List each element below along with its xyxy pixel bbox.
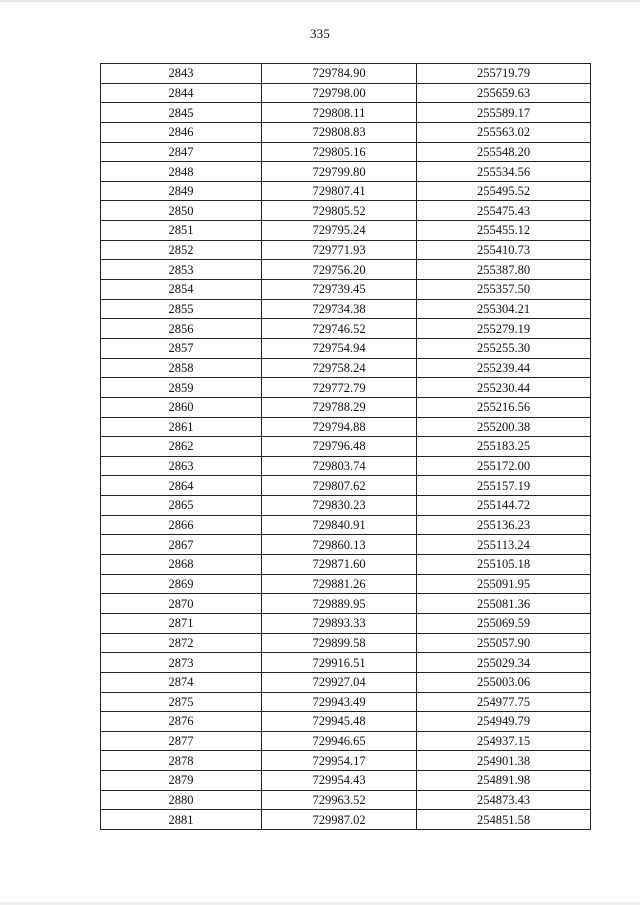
page-number: 335 [309,26,331,41]
point-number-cell: 2871 [101,613,262,633]
point-number-cell: 2874 [101,672,262,692]
y-coordinate-cell: 255534.56 [417,162,591,182]
y-coordinate-cell: 255589.17 [417,103,591,123]
x-coordinate-cell: 729954.43 [262,771,417,791]
point-number-cell: 2872 [101,633,262,653]
point-number-cell: 2853 [101,260,262,280]
point-number-cell: 2852 [101,240,262,260]
point-number-cell: 2868 [101,555,262,575]
x-coordinate-cell: 729796.48 [262,437,417,457]
table-row [101,790,591,810]
table-row [101,496,591,516]
table-row [101,240,591,260]
y-coordinate-cell: 255183.25 [417,437,591,457]
x-coordinate-cell: 729794.88 [262,417,417,437]
table-row [101,594,591,614]
x-coordinate-cell: 729916.51 [262,653,417,673]
x-coordinate-cell: 729927.04 [262,672,417,692]
x-coordinate-cell: 729840.91 [262,515,417,535]
y-coordinate-cell: 255200.38 [417,417,591,437]
table-row [101,358,591,378]
x-coordinate-cell: 729788.29 [262,397,417,417]
y-coordinate-cell: 255057.90 [417,633,591,653]
y-coordinate-cell: 255719.79 [417,64,591,84]
y-coordinate-cell: 255105.18 [417,555,591,575]
y-coordinate-cell: 255230.44 [417,378,591,398]
x-coordinate-cell: 729899.58 [262,633,417,653]
table-row [101,771,591,791]
y-coordinate-cell: 255029.34 [417,653,591,673]
point-number-cell: 2849 [101,181,262,201]
point-number-cell: 2866 [101,515,262,535]
table-row [101,378,591,398]
y-coordinate-cell: 255172.00 [417,456,591,476]
point-number-cell: 2881 [101,810,262,830]
table-row [101,672,591,692]
x-coordinate-cell: 729805.52 [262,201,417,221]
point-number-cell: 2864 [101,476,262,496]
point-number-cell: 2844 [101,83,262,103]
x-coordinate-cell: 729807.62 [262,476,417,496]
y-coordinate-cell: 254949.79 [417,712,591,732]
x-coordinate-cell: 729746.52 [262,319,417,339]
y-coordinate-cell: 255003.06 [417,672,591,692]
table-row [101,810,591,830]
point-number-cell: 2857 [101,338,262,358]
x-coordinate-cell: 729987.02 [262,810,417,830]
y-coordinate-cell: 254891.98 [417,771,591,791]
y-coordinate-cell: 255069.59 [417,613,591,633]
x-coordinate-cell: 729943.49 [262,692,417,712]
point-number-cell: 2858 [101,358,262,378]
point-number-cell: 2862 [101,437,262,457]
x-coordinate-cell: 729734.38 [262,299,417,319]
table-row [101,574,591,594]
x-coordinate-cell: 729830.23 [262,496,417,516]
x-coordinate-cell: 729954.17 [262,751,417,771]
scan-top-edge [0,0,640,2]
point-number-cell: 2865 [101,496,262,516]
point-number-cell: 2854 [101,280,262,300]
x-coordinate-cell: 729946.65 [262,731,417,751]
point-number-cell: 2850 [101,201,262,221]
point-number-cell: 2861 [101,417,262,437]
x-coordinate-cell: 729808.83 [262,122,417,142]
point-number-cell: 2875 [101,692,262,712]
point-number-cell: 2867 [101,535,262,555]
x-coordinate-cell: 729772.79 [262,378,417,398]
table-row [101,221,591,241]
x-coordinate-cell: 729963.52 [262,790,417,810]
table-row [101,653,591,673]
x-coordinate-cell: 729803.74 [262,456,417,476]
point-number-cell: 2845 [101,103,262,123]
y-coordinate-cell: 255255.30 [417,338,591,358]
y-coordinate-cell: 255113.24 [417,535,591,555]
point-number-cell: 2846 [101,122,262,142]
x-coordinate-cell: 729758.24 [262,358,417,378]
y-coordinate-cell: 255475.43 [417,201,591,221]
table-row [101,476,591,496]
table-row [101,515,591,535]
point-number-cell: 2869 [101,574,262,594]
point-number-cell: 2879 [101,771,262,791]
y-coordinate-cell: 255081.36 [417,594,591,614]
y-coordinate-cell: 255357.50 [417,280,591,300]
x-coordinate-cell: 729795.24 [262,221,417,241]
y-coordinate-cell: 255216.56 [417,397,591,417]
x-coordinate-cell: 729871.60 [262,555,417,575]
y-coordinate-cell: 255387.80 [417,260,591,280]
table-row [101,319,591,339]
y-coordinate-cell: 255157.19 [417,476,591,496]
x-coordinate-cell: 729754.94 [262,338,417,358]
table-row [101,260,591,280]
y-coordinate-cell: 255563.02 [417,122,591,142]
y-coordinate-cell: 254977.75 [417,692,591,712]
point-number-cell: 2863 [101,456,262,476]
point-number-cell: 2878 [101,751,262,771]
point-number-cell: 2843 [101,64,262,84]
coordinates-table-body [101,64,591,830]
table-row [101,456,591,476]
point-number-cell: 2870 [101,594,262,614]
x-coordinate-cell: 729945.48 [262,712,417,732]
y-coordinate-cell: 255548.20 [417,142,591,162]
x-coordinate-cell: 729893.33 [262,613,417,633]
table-row [101,64,591,84]
x-coordinate-cell: 729756.20 [262,260,417,280]
point-number-cell: 2880 [101,790,262,810]
y-coordinate-cell: 255239.44 [417,358,591,378]
x-coordinate-cell: 729808.11 [262,103,417,123]
table-row [101,437,591,457]
y-coordinate-cell: 254851.58 [417,810,591,830]
coordinates-table [100,63,591,830]
point-number-cell: 2860 [101,397,262,417]
table-row [101,280,591,300]
table-row [101,201,591,221]
table-row [101,397,591,417]
y-coordinate-cell: 254937.15 [417,731,591,751]
table-row [101,731,591,751]
y-coordinate-cell: 255279.19 [417,319,591,339]
table-row [101,299,591,319]
point-number-cell: 2847 [101,142,262,162]
table-row [101,417,591,437]
x-coordinate-cell: 729799.80 [262,162,417,182]
x-coordinate-cell: 729771.93 [262,240,417,260]
table-row [101,692,591,712]
x-coordinate-cell: 729860.13 [262,535,417,555]
y-coordinate-cell: 254901.38 [417,751,591,771]
table-row [101,613,591,633]
table-row [101,338,591,358]
table-row [101,142,591,162]
y-coordinate-cell: 255144.72 [417,496,591,516]
y-coordinate-cell: 254873.43 [417,790,591,810]
x-coordinate-cell: 729807.41 [262,181,417,201]
x-coordinate-cell: 729739.45 [262,280,417,300]
x-coordinate-cell: 729798.00 [262,83,417,103]
table-row [101,181,591,201]
table-row [101,103,591,123]
point-number-cell: 2851 [101,221,262,241]
x-coordinate-cell: 729881.26 [262,574,417,594]
x-coordinate-cell: 729805.16 [262,142,417,162]
point-number-cell: 2859 [101,378,262,398]
y-coordinate-cell: 255495.52 [417,181,591,201]
point-number-cell: 2877 [101,731,262,751]
point-number-cell: 2873 [101,653,262,673]
point-number-cell: 2855 [101,299,262,319]
table-row [101,712,591,732]
table-row [101,83,591,103]
table-row [101,555,591,575]
x-coordinate-cell: 729889.95 [262,594,417,614]
table-row [101,633,591,653]
point-number-cell: 2876 [101,712,262,732]
point-number-cell: 2848 [101,162,262,182]
point-number-cell: 2856 [101,319,262,339]
table-row [101,122,591,142]
y-coordinate-cell: 255136.23 [417,515,591,535]
y-coordinate-cell: 255410.73 [417,240,591,260]
y-coordinate-cell: 255304.21 [417,299,591,319]
y-coordinate-cell: 255455.12 [417,221,591,241]
table-row [101,751,591,771]
y-coordinate-cell: 255091.95 [417,574,591,594]
y-coordinate-cell: 255659.63 [417,83,591,103]
x-coordinate-cell: 729784.90 [262,64,417,84]
table-row [101,535,591,555]
table-row [101,162,591,182]
